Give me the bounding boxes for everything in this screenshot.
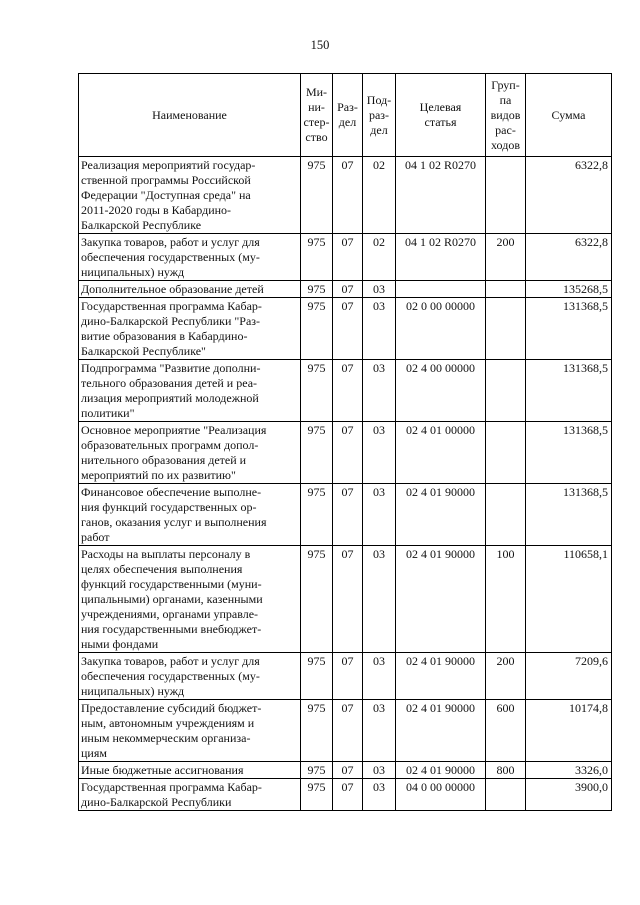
cell-name: Реализация мероприятий государ- ственной программы Российской Федерации "Доступная среда" на 2011-2020 годы в Кабардино- Балкарской Республике bbox=[79, 157, 301, 234]
cell-subsection: 03 bbox=[363, 653, 396, 700]
cell-ministry: 975 bbox=[301, 484, 333, 546]
cell-section: 07 bbox=[333, 157, 363, 234]
header-group: Груп- па видов рас- ходов bbox=[486, 74, 526, 157]
cell-ministry: 975 bbox=[301, 700, 333, 762]
cell-name: Подпрограмма "Развитие дополни- тельного образования детей и реа- лизация мероприятий молодежной политики" bbox=[79, 360, 301, 422]
header-sum: Сумма bbox=[526, 74, 612, 157]
cell-name: Дополнительное образование детей bbox=[79, 281, 301, 298]
header-subsection: Под- раз- дел bbox=[363, 74, 396, 157]
table-header-row bbox=[79, 74, 612, 157]
cell-target: 02 4 01 00000 bbox=[396, 422, 486, 484]
cell-name: Закупка товаров, работ и услуг для обеспечения государственных (му- ниципальных) нужд bbox=[79, 234, 301, 281]
cell-group: 200 bbox=[486, 234, 526, 281]
cell-name: Основное мероприятие "Реализация образовательных программ допол- нительного образования детей и мероприятий по их развитию" bbox=[79, 422, 301, 484]
cell-sum: 3326,0 bbox=[526, 762, 612, 779]
cell-section: 07 bbox=[333, 484, 363, 546]
cell-name: Финансовое обеспечение выполне- ния функций государственных ор- ганов, оказания услуг и выполнения работ bbox=[79, 484, 301, 546]
cell-group bbox=[486, 298, 526, 360]
cell-section: 07 bbox=[333, 281, 363, 298]
cell-section: 07 bbox=[333, 779, 363, 811]
cell-subsection: 03 bbox=[363, 546, 396, 653]
table-row bbox=[79, 546, 612, 653]
cell-section: 07 bbox=[333, 546, 363, 653]
cell-sum: 6322,8 bbox=[526, 234, 612, 281]
cell-target: 02 4 01 90000 bbox=[396, 653, 486, 700]
table-row bbox=[79, 298, 612, 360]
cell-sum: 10174,8 bbox=[526, 700, 612, 762]
cell-ministry: 975 bbox=[301, 546, 333, 653]
cell-ministry: 975 bbox=[301, 762, 333, 779]
cell-group bbox=[486, 422, 526, 484]
cell-name: Расходы на выплаты персоналу в целях обеспечения выполнения функций государственными (муни- ципальными) органами, казенными учреждениями, органами управле- ния государственными внебюджет- ными фондами bbox=[79, 546, 301, 653]
cell-group bbox=[486, 281, 526, 298]
cell-ministry: 975 bbox=[301, 281, 333, 298]
cell-sum: 7209,6 bbox=[526, 653, 612, 700]
header-section: Раз- дел bbox=[333, 74, 363, 157]
cell-ministry: 975 bbox=[301, 157, 333, 234]
cell-ministry: 975 bbox=[301, 779, 333, 811]
cell-section: 07 bbox=[333, 360, 363, 422]
header-target: Целевая статья bbox=[396, 74, 486, 157]
cell-name: Государственная программа Кабар- дино-Балкарской Республики bbox=[79, 779, 301, 811]
table-row bbox=[79, 422, 612, 484]
cell-subsection: 03 bbox=[363, 360, 396, 422]
header-name: Наименование bbox=[79, 74, 301, 157]
cell-sum: 110658,1 bbox=[526, 546, 612, 653]
table-row bbox=[79, 484, 612, 546]
cell-name: Предоставление субсидий бюджет- ным, автономным учреждениям и иным некоммерческим организа- циям bbox=[79, 700, 301, 762]
cell-subsection: 03 bbox=[363, 298, 396, 360]
cell-subsection: 03 bbox=[363, 700, 396, 762]
cell-group bbox=[486, 779, 526, 811]
cell-target: 04 0 00 00000 bbox=[396, 779, 486, 811]
cell-group: 200 bbox=[486, 653, 526, 700]
cell-section: 07 bbox=[333, 653, 363, 700]
table-row bbox=[79, 700, 612, 762]
cell-section: 07 bbox=[333, 298, 363, 360]
cell-group: 100 bbox=[486, 546, 526, 653]
cell-section: 07 bbox=[333, 700, 363, 762]
cell-sum: 3900,0 bbox=[526, 779, 612, 811]
budget-table bbox=[78, 73, 612, 811]
table-row bbox=[79, 779, 612, 811]
cell-subsection: 02 bbox=[363, 234, 396, 281]
page-number: 150 bbox=[310, 38, 330, 52]
cell-subsection: 02 bbox=[363, 157, 396, 234]
cell-target: 02 4 00 00000 bbox=[396, 360, 486, 422]
table-row bbox=[79, 157, 612, 234]
cell-subsection: 03 bbox=[363, 484, 396, 546]
cell-group: 800 bbox=[486, 762, 526, 779]
cell-ministry: 975 bbox=[301, 234, 333, 281]
cell-subsection: 03 bbox=[363, 779, 396, 811]
table-row bbox=[79, 234, 612, 281]
header-ministry: Ми- ни- стер- ство bbox=[301, 74, 333, 157]
cell-target: 04 1 02 R0270 bbox=[396, 234, 486, 281]
cell-ministry: 975 bbox=[301, 653, 333, 700]
cell-target: 02 4 01 90000 bbox=[396, 762, 486, 779]
cell-target: 02 4 01 90000 bbox=[396, 546, 486, 653]
table-row bbox=[79, 281, 612, 298]
table-row bbox=[79, 653, 612, 700]
cell-subsection: 03 bbox=[363, 762, 396, 779]
cell-sum: 131368,5 bbox=[526, 484, 612, 546]
cell-group bbox=[486, 157, 526, 234]
cell-name: Иные бюджетные ассигнования bbox=[79, 762, 301, 779]
cell-name: Государственная программа Кабар- дино-Балкарской Республики "Раз- витие образования в Кабардино- Балкарской Республике" bbox=[79, 298, 301, 360]
cell-section: 07 bbox=[333, 234, 363, 281]
cell-ministry: 975 bbox=[301, 360, 333, 422]
cell-sum: 131368,5 bbox=[526, 298, 612, 360]
cell-group bbox=[486, 360, 526, 422]
cell-sum: 131368,5 bbox=[526, 360, 612, 422]
table-row bbox=[79, 762, 612, 779]
cell-target: 04 1 02 R0270 bbox=[396, 157, 486, 234]
cell-name: Закупка товаров, работ и услуг для обеспечения государственных (му- ниципальных) нужд bbox=[79, 653, 301, 700]
cell-section: 07 bbox=[333, 762, 363, 779]
cell-group: 600 bbox=[486, 700, 526, 762]
cell-target bbox=[396, 281, 486, 298]
cell-sum: 131368,5 bbox=[526, 422, 612, 484]
cell-sum: 6322,8 bbox=[526, 157, 612, 234]
cell-section: 07 bbox=[333, 422, 363, 484]
cell-subsection: 03 bbox=[363, 281, 396, 298]
cell-ministry: 975 bbox=[301, 422, 333, 484]
table-row bbox=[79, 360, 612, 422]
cell-ministry: 975 bbox=[301, 298, 333, 360]
cell-target: 02 4 01 90000 bbox=[396, 484, 486, 546]
cell-sum: 135268,5 bbox=[526, 281, 612, 298]
cell-group bbox=[486, 484, 526, 546]
cell-target: 02 0 00 00000 bbox=[396, 298, 486, 360]
cell-subsection: 03 bbox=[363, 422, 396, 484]
cell-target: 02 4 01 90000 bbox=[396, 700, 486, 762]
